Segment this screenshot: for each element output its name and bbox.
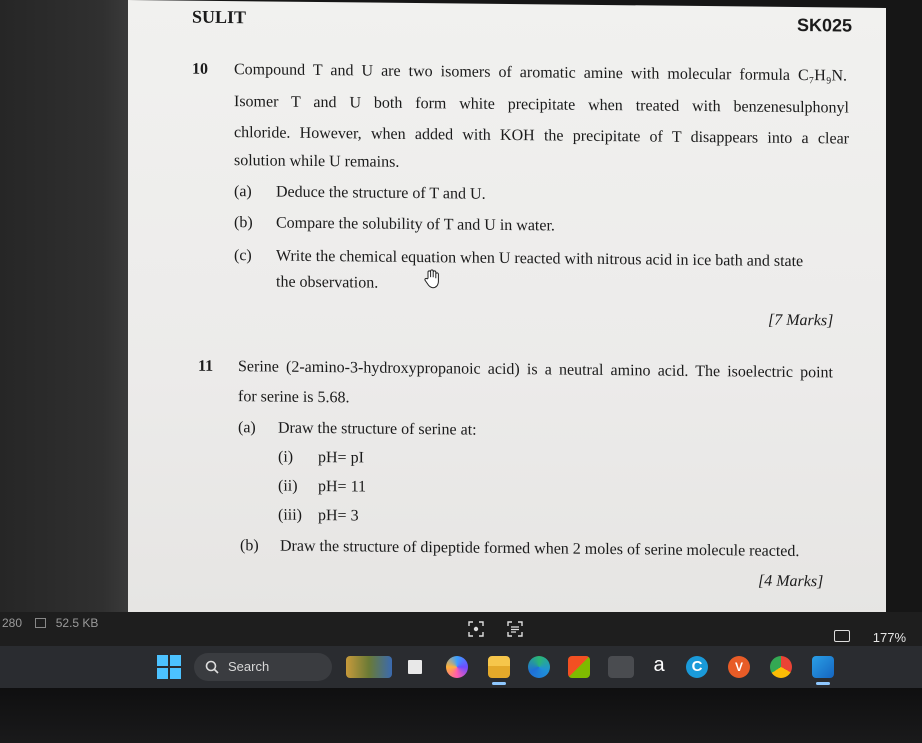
store-icon[interactable]	[568, 656, 590, 678]
search-label: Search	[228, 659, 270, 674]
q10-line-2: Isomer T and U both form white precipitate when treated with benzenesulphonyl	[234, 93, 849, 117]
photos-icon[interactable]	[812, 656, 834, 678]
zoom-level[interactable]: 177%	[872, 630, 906, 645]
file-explorer-icon[interactable]	[488, 656, 510, 678]
q11-subpart-i-text: pH= pI	[318, 448, 364, 467]
explorer-active-indicator	[492, 682, 506, 685]
vivaldi-icon[interactable]: V	[728, 656, 750, 678]
q11-line-2: for serine is 5.68.	[238, 388, 350, 407]
fit-to-window-icon[interactable]	[834, 630, 850, 642]
q11-subpart-iii-text: pH= 3	[318, 506, 359, 525]
canva-icon[interactable]: C	[686, 656, 708, 678]
file-size-icon	[35, 618, 46, 628]
header-code: SK025	[796, 15, 852, 36]
q10-part-a-label: (a)	[234, 183, 252, 201]
q10-part-a-text: Deduce the structure of T and U.	[276, 183, 486, 203]
amazon-icon[interactable]: a	[648, 656, 670, 678]
widgets-icon[interactable]	[346, 656, 392, 678]
copilot-icon[interactable]	[446, 656, 468, 678]
edge-icon[interactable]	[528, 656, 550, 678]
photos-active-indicator	[816, 682, 830, 685]
q11-part-a-text: Draw the structure of serine at:	[278, 419, 477, 439]
q10-part-c-text: Write the chemical equation when U reacted with nitrous acid in ice bath and state	[276, 247, 804, 271]
scan-icon[interactable]	[468, 621, 484, 637]
q11-part-a-label: (a)	[238, 419, 256, 437]
q10-line-3: chloride. However, when added with KOH the precipitate of T disappears into a clear	[234, 124, 849, 148]
q10-part-c-label: (c)	[234, 247, 252, 265]
task-view-icon[interactable]	[408, 660, 422, 674]
app-icon[interactable]	[608, 656, 634, 678]
q10-line-4: solution while U remains.	[234, 152, 400, 171]
q11-part-b-text: Draw the structure of dipeptide formed when 2 moles of serine molecule reacted.	[280, 537, 800, 561]
bottom-bezel	[0, 688, 922, 743]
text-scan-icon[interactable]	[507, 621, 523, 637]
taskbar-search[interactable]	[194, 653, 332, 681]
search-icon	[204, 659, 220, 675]
q10-part-b-text: Compare the solubility of T and U in water.	[276, 214, 555, 235]
q10-part-b-label: (b)	[234, 214, 253, 232]
hand-cursor-icon	[423, 269, 441, 289]
header-sulit: SULIT	[192, 6, 247, 28]
chrome-icon[interactable]	[770, 656, 792, 678]
q11-line-1: Serine (2-amino-3-hydroxypropanoic acid) is a neutral amino acid. The isoelectric point	[238, 358, 833, 382]
image-dimension-info: 280	[2, 616, 23, 630]
q10-line-1: Compound T and U are two isomers of aromatic amine with molecular formula C₇H₉N.	[234, 61, 847, 85]
question-10-number: 10	[192, 60, 208, 78]
q11-part-b-label: (b)	[240, 537, 259, 555]
q11-subpart-i-label: (i)	[278, 448, 294, 466]
q10-part-c-continuation: the observation.	[276, 273, 379, 292]
q10-marks: [7 Marks]	[768, 311, 834, 330]
q11-subpart-iii-label: (iii)	[278, 506, 302, 524]
viewer-status-bar	[0, 612, 922, 646]
document-page	[128, 0, 886, 620]
start-icon[interactable]	[157, 655, 181, 679]
q11-marks: [4 Marks]	[758, 572, 824, 591]
q11-subpart-ii-text: pH= 11	[318, 477, 366, 496]
file-size: 52.5 KB	[55, 616, 99, 630]
left-bezel	[0, 0, 128, 612]
question-11-number: 11	[198, 357, 214, 375]
image-info	[2, 616, 98, 630]
q11-subpart-ii-label: (ii)	[278, 477, 298, 495]
taskbar	[0, 646, 922, 688]
